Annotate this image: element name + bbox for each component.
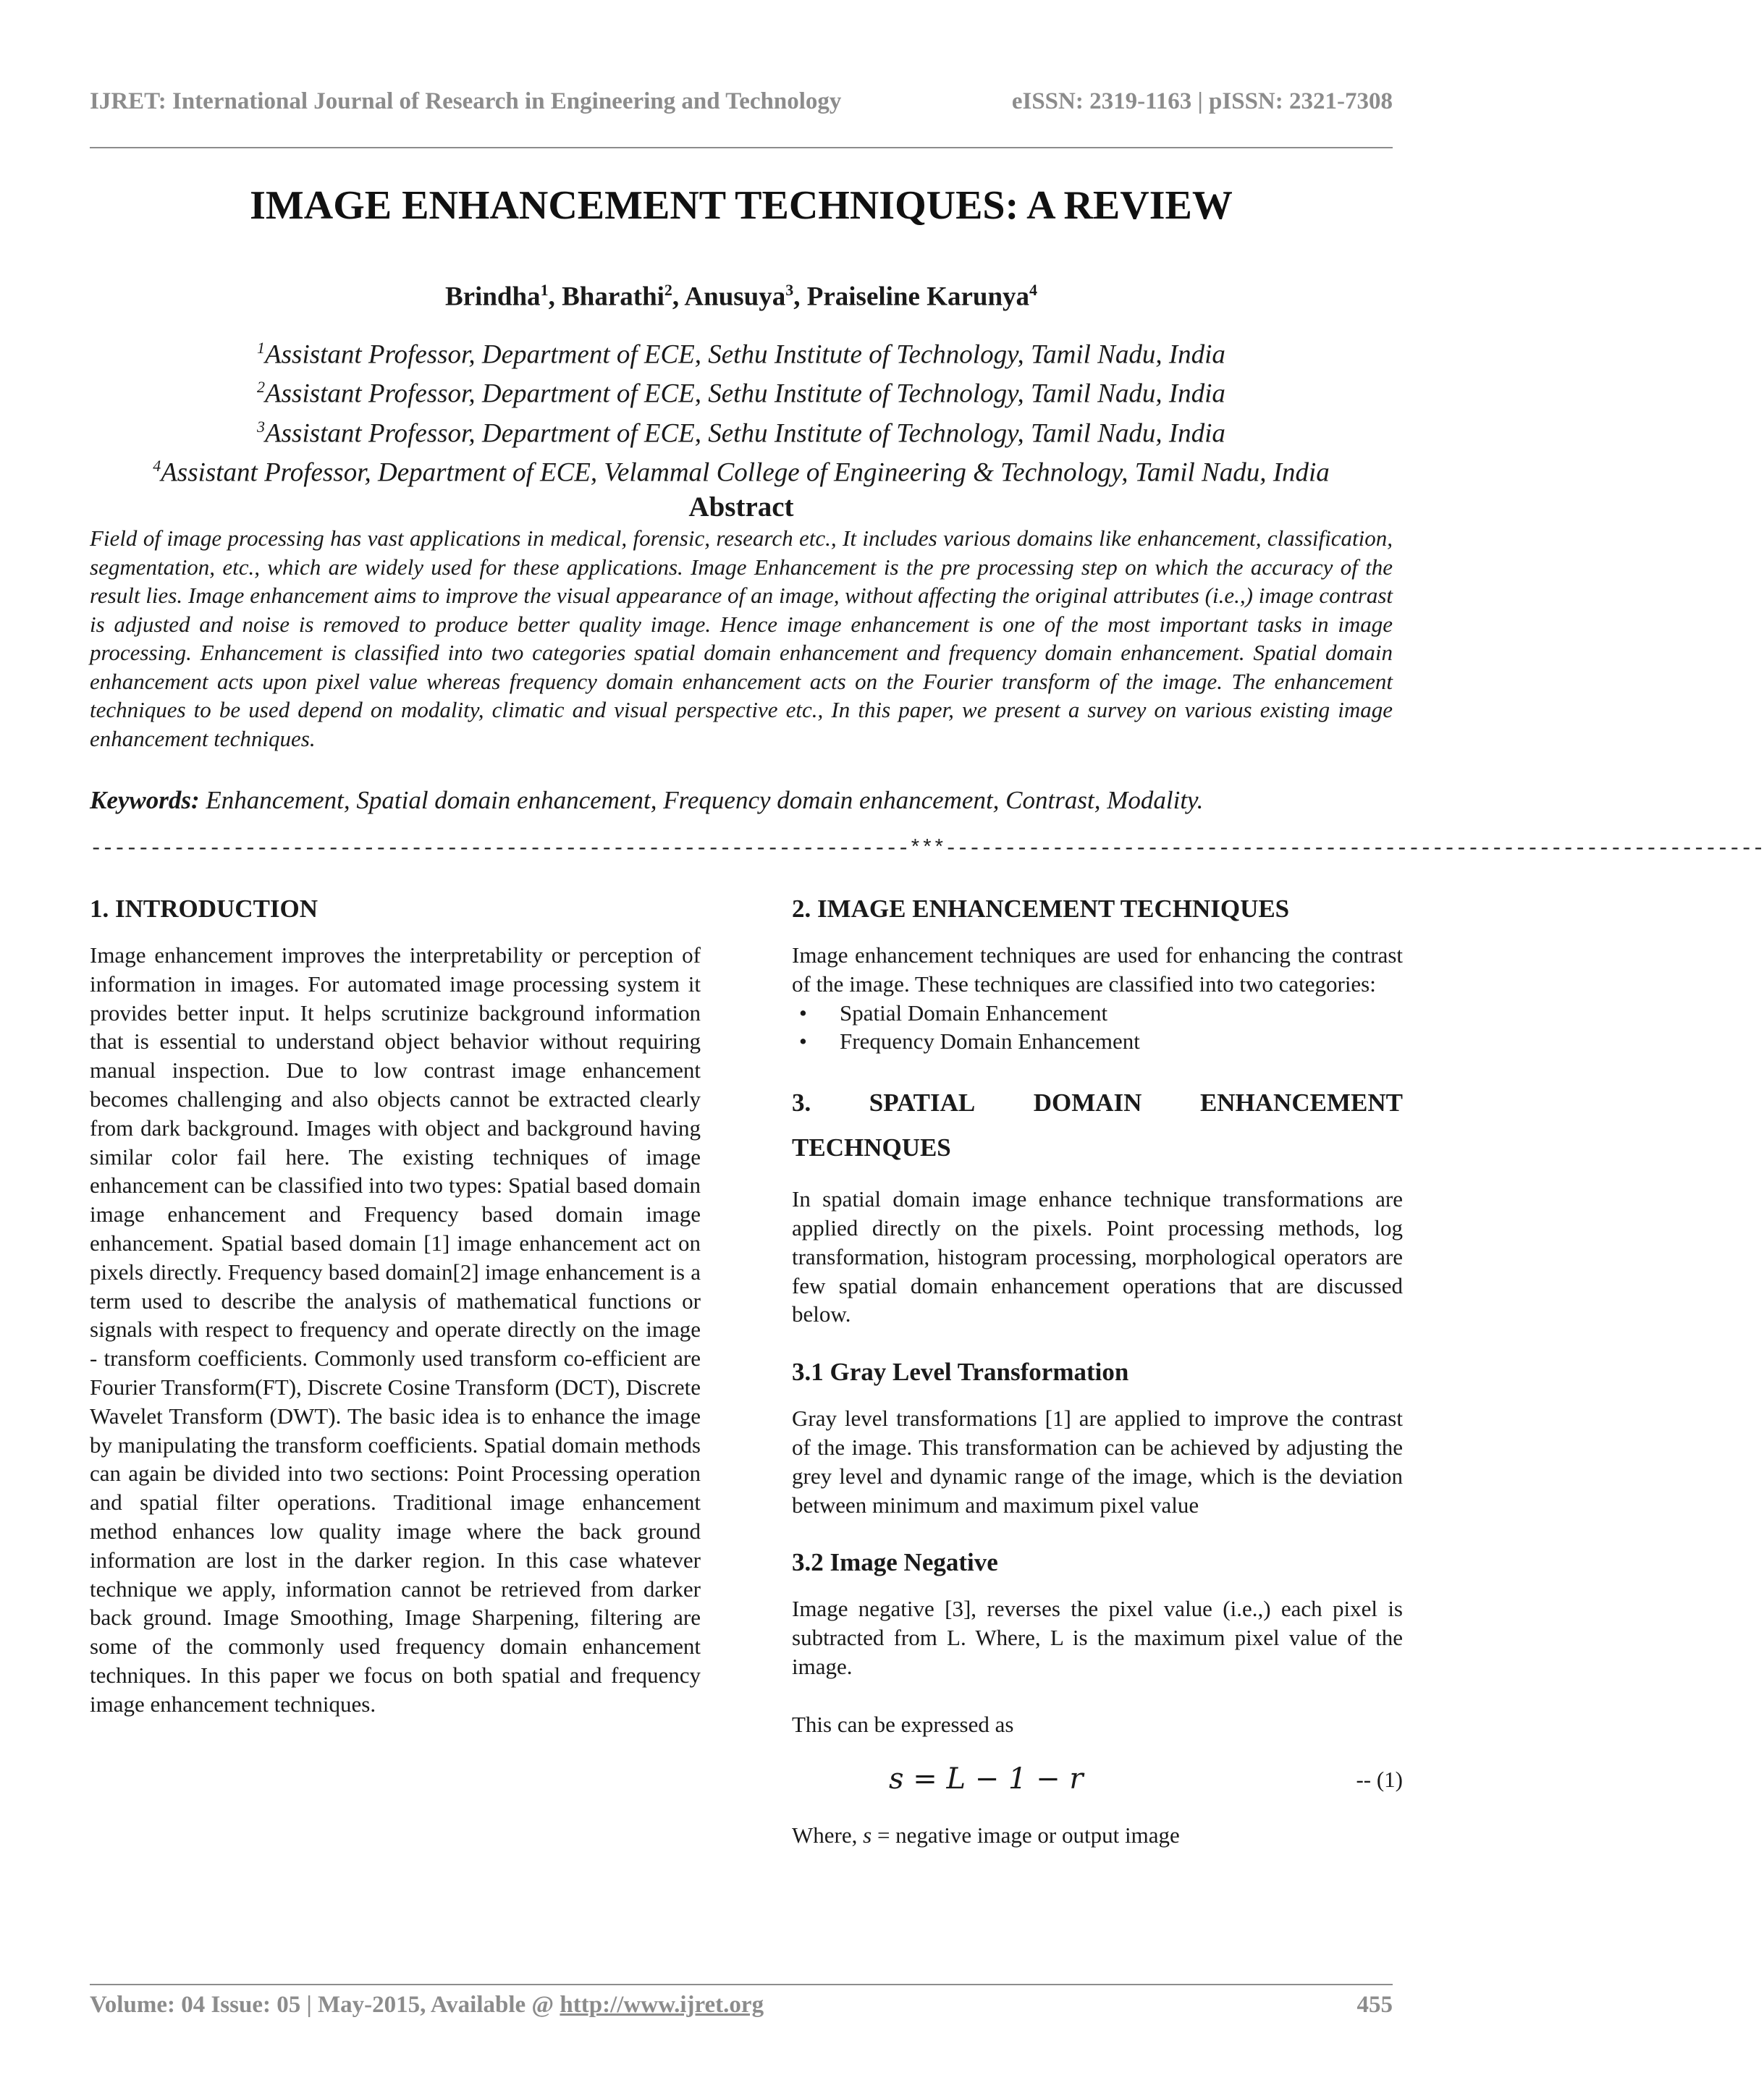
keywords-label: Keywords: <box>90 786 200 814</box>
volume-info: Volume: 04 Issue: 05 | May-2015, Available @ http://www.ijret.org <box>90 1992 764 2018</box>
affiliation: $^3$Assistant Professor, Department of ECE, Sethu Institute of Technology, Tamil Nadu, India <box>257 417 1225 448</box>
left-column <box>90 892 701 1719</box>
abstract-text: Field of image processing has vast applications in medical, forensic, research etc., It includes various domains like enhancement, classification, segmentation, etc., which are widely used for these applications. Image Enhancement is the pre processing step on which the accuracy of the result lies. Image enhancement aims to improve the visual appearance of an image, without affecting the original attributes (i.e.,) image contrast is adjusted and noise is removed to produce better quality image. Hence image enhancement is one of the most important tasks in image processing. Enhancement is classified into two categories spatial domain enhancement and frequency domain enhancement. Spatial domain enhancement acts upon pixel value whereas frequency domain enhancement acts on the Fourier transform of the image. The enhancement techniques to be used depend on modality, climatic and visual perspective etc., In this paper, we present a survey on various existing image enhancement techniques. <box>90 525 1393 751</box>
bullet-icon: • <box>799 1028 807 1055</box>
author-sup: 3 <box>785 281 794 299</box>
equation-number: -- (1) <box>1356 1766 1403 1792</box>
abstract-heading: Abstract <box>688 491 794 523</box>
subsection-heading-gray-level: 3.1 Gray Level Transformation <box>792 1358 1129 1387</box>
negative-text: Image negative [3], reverses the pixel value (i.e.,) each pixel is subtracted from L. Where, L is the maximum pixel value of the image. <box>792 1596 1403 1679</box>
author-list: Brindha$^1$, Bharathi$^2$, Anusuya$^3$, Praiseline Karunya$^4$ <box>444 281 1038 312</box>
footer-rule <box>90 1984 1393 1985</box>
author-sup: 4 <box>1029 281 1038 299</box>
category-list <box>792 999 1403 1057</box>
list-item: • Frequency Domain Enhancement <box>799 1027 1403 1056</box>
affiliation: $^4$Assistant Professor, Department of ECE, Velammal College of Engineering & Technology, Tamil Nadu, India <box>153 456 1330 488</box>
equation <box>792 1762 1403 1796</box>
page-number: 455 <box>1356 1992 1393 2018</box>
introduction-text: Image enhancement improves the interpretability or perception of information in images. For automated image processing system it provides better input. It helps scrutinize background information that is essential to understand object behavior without requiring manual inspection. Due to low contrast image enhancement becomes challenging and also objects cannot be extracted clearly from dark background. Images with object and background having similar color fail here. The existing techniques of image enhancement can be classified into two types: Spatial based domain image enhancement and Frequency based domain image enhancement. Spatial based domain [1] image enhancement act on pixels directly. Frequency based domain[2] image enhancement is a term used to describe the analysis of mathematical functions or signals with respect to frequency and operate directly on the image - transform coefficients. Commonly used transform co-efficient are Fourier Transform(FT), Discrete Cosine Transform (DCT), Discrete Wavelet Transform (DWT). The basic idea is to enhance the image by manipulating the transform coefficients. Spatial domain methods can again be divided into two sections: Point Processing operation and spatial filter operations. Traditional image enhancement method enhances low quality image where the back ground information are lost in the darker region. In this case whatever technique we apply, information cannot be retrieved from darker back ground. Image Smoothing, Image Sharpening, filtering are some of the commonly used frequency domain enhancement techniques. In this paper we focus on both spatial and frequency image enhancement techniques. <box>90 942 701 1717</box>
author: Praiseline Karunya <box>806 282 1030 312</box>
author: Brindha <box>444 282 541 312</box>
issn: eISSN: 2319-1163 | pISSN: 2321-7308 <box>1011 88 1393 114</box>
equation-expression: s = L − 1 − r <box>889 1762 1084 1796</box>
keywords-text: Enhancement, Spatial domain enhancement, Frequency domain enhancement, Contrast, Modality. <box>199 786 1204 814</box>
subsection-heading-negative: 3.2 Image Negative <box>792 1548 998 1577</box>
journal-name: IJRET: International Journal of Research in Engineering and Technology <box>90 88 842 114</box>
journal-link[interactable]: http://www.ijret.org <box>560 1992 764 2018</box>
spatial-text: In spatial domain image enhance technique transformations are applied directly on the pixels. Point processing methods, log transformation, histogram processing, morphological operators are few spatial domain enhancement operations that are discussed below. <box>792 1186 1403 1327</box>
author-sup: 1 <box>540 281 549 299</box>
paper-title: IMAGE ENHANCEMENT TECHNIQUES: A REVIEW <box>250 183 1233 228</box>
affiliation: $^2$Assistant Professor, Department of ECE, Sethu Institute of Technology, Tamil Nadu, India <box>257 378 1225 409</box>
running-footer <box>90 1992 1393 2019</box>
section-heading-spatial: 3. SPATIAL DOMAIN ENHANCEMENT TECHNQUES <box>792 1089 1403 1162</box>
header-rule <box>90 147 1393 148</box>
expression-intro: This can be expressed as <box>792 1711 1014 1737</box>
equation-where: Where, s = negative image or output image <box>792 1822 1180 1848</box>
running-header <box>90 88 1393 115</box>
right-column <box>792 892 1403 1850</box>
section-separator: ---------------------------------------------------------------------***--------------------------------------------------------------------- <box>90 837 1764 861</box>
author: Bharathi <box>562 282 664 312</box>
affiliations <box>90 331 1393 489</box>
bullet-icon: • <box>799 1000 807 1026</box>
techniques-text: Image enhancement techniques are used for enhancing the contrast of the image. These techniques are classified into two categories: <box>792 942 1403 997</box>
affiliation: $^1$Assistant Professor, Department of ECE, Sethu Institute of Technology, Tamil Nadu, India <box>257 339 1225 370</box>
keywords <box>90 786 1393 815</box>
section-heading-introduction: 1. INTRODUCTION <box>90 895 318 923</box>
author: Anusuya <box>684 282 786 312</box>
gray-level-text: Gray level transformations [1] are applied to improve the contrast of the image. This transformation can be achieved by adjusting the grey level and dynamic range of the image, which is the deviation between minimum and maximum pixel value <box>792 1406 1403 1518</box>
author-sup: 2 <box>664 281 672 299</box>
list-item: • Spatial Domain Enhancement <box>799 999 1403 1028</box>
section-heading-techniques: 2. IMAGE ENHANCEMENT TECHNIQUES <box>792 895 1290 923</box>
